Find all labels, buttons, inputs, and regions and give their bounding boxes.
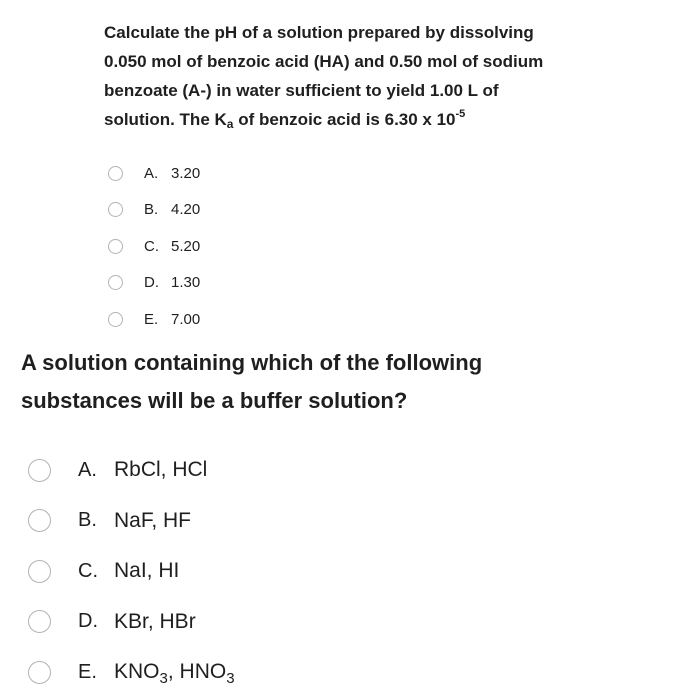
question-2 xyxy=(21,344,581,420)
q1-option-b[interactable] xyxy=(108,192,200,229)
option-value: NaF, HF xyxy=(114,508,192,532)
question-2-line: A solution containing which of the following xyxy=(21,350,483,375)
option-letter: C. xyxy=(78,559,98,582)
question-1-line: solution. The K xyxy=(104,110,227,129)
radio-button[interactable] xyxy=(108,312,123,327)
option-value: 3.20 xyxy=(171,164,201,182)
q2-option-d[interactable] xyxy=(28,597,235,648)
option-letter: A. xyxy=(144,164,159,182)
exponent-superscript: -5 xyxy=(455,108,466,120)
option-letter: B. xyxy=(144,201,159,219)
q2-option-e[interactable] xyxy=(28,647,235,698)
option-value: RbCl, HCl xyxy=(114,458,208,482)
formula-part: , HNO xyxy=(167,660,227,684)
question-2-text xyxy=(21,344,581,420)
option-value: KBr, HBr xyxy=(114,609,196,633)
radio-button[interactable] xyxy=(28,661,51,684)
question-1-line: 0.050 mol of benzoic acid (HA) and 0.50 mol of sodium xyxy=(104,52,544,71)
radio-button[interactable] xyxy=(28,459,51,482)
question-2-options xyxy=(28,445,235,698)
question-1-text xyxy=(104,18,574,134)
option-value: NaI, HI xyxy=(114,559,180,583)
radio-button[interactable] xyxy=(108,275,123,290)
question-1-line: benzoate (A-) in water sufficient to yield 1.00 L of xyxy=(104,81,499,100)
radio-button[interactable] xyxy=(108,239,123,254)
option-letter: D. xyxy=(144,274,159,292)
formula-subscript: 3 xyxy=(159,670,168,688)
option-value: 5.20 xyxy=(171,237,201,255)
option-value xyxy=(114,660,235,688)
q2-option-a[interactable] xyxy=(28,445,235,496)
question-1-line: Calculate the pH of a solution prepared by dissolving xyxy=(104,23,534,42)
formula-subscript: 3 xyxy=(226,670,235,688)
option-letter: D. xyxy=(78,610,98,633)
option-value: 7.00 xyxy=(171,310,201,328)
option-letter: E. xyxy=(78,660,97,683)
formula-part: KNO xyxy=(114,660,160,684)
ka-subscript: a xyxy=(226,117,234,131)
q1-option-a[interactable] xyxy=(108,155,200,192)
radio-button[interactable] xyxy=(28,560,51,583)
q1-option-c[interactable] xyxy=(108,228,200,265)
option-letter: A. xyxy=(78,458,97,481)
option-value: 1.30 xyxy=(171,274,201,292)
q1-option-d[interactable] xyxy=(108,265,200,302)
question-1 xyxy=(104,18,574,134)
option-letter: C. xyxy=(144,237,159,255)
question-1-line: of benzoic acid is 6.30 x 10 xyxy=(233,110,456,129)
q2-option-c[interactable] xyxy=(28,546,235,597)
option-letter: B. xyxy=(78,509,97,532)
q2-option-b[interactable] xyxy=(28,496,235,547)
question-2-line: substances will be a buffer solution? xyxy=(21,388,408,413)
option-value: 4.20 xyxy=(171,201,201,219)
q1-option-e[interactable] xyxy=(108,301,200,338)
radio-button[interactable] xyxy=(28,509,51,532)
question-1-options xyxy=(108,155,200,338)
radio-button[interactable] xyxy=(28,610,51,633)
option-letter: E. xyxy=(144,310,159,328)
radio-button[interactable] xyxy=(108,166,123,181)
radio-button[interactable] xyxy=(108,202,123,217)
